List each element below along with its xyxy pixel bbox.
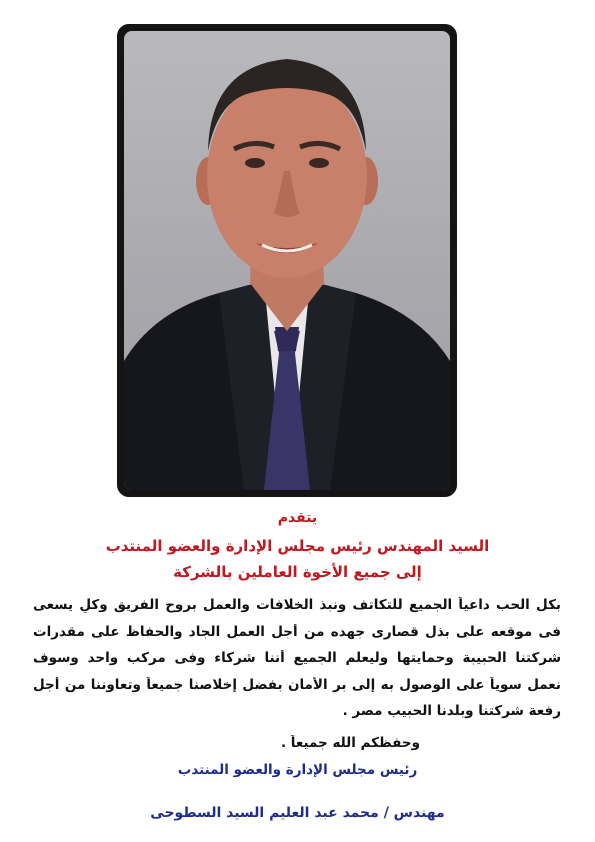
signature-title: رئيس مجلس الإدارة والعضو المنتدب <box>177 762 418 778</box>
portrait-frame <box>117 24 457 497</box>
body-line-3: شركتنا الحبيبة وحمايتها وليعلم الجميع أننا شركاء وفى مركب واحد وسوف <box>33 650 561 666</box>
closing-line: وحفظكم الله جميعاً . <box>280 735 420 751</box>
body-line-4: نعمل سوياً على الوصول به إلى بر الأمان بفضل إخلاصنا جميعاً وتعاوننا من أجل <box>33 677 561 693</box>
heading-line-1: يتقدم <box>277 510 318 526</box>
body-line-5: رفعة شركتنا وبلدنا الحبيب مصر . <box>342 703 561 719</box>
portrait-photo <box>124 31 450 490</box>
portrait-illustration <box>124 31 450 490</box>
body-line-2: فى موقعه على بذل قصارى جهده من أجل العمل الجاد والحفاظ على مقدرات <box>33 624 561 640</box>
signature-name: مهندس / محمد عبد العليم السيد السطوحى <box>150 805 445 821</box>
body-line-1: بكل الحب داعياً الجميع للتكاتف ونبذ الخلافات والعمل بروح الفريق وكلٍ يسعى <box>33 597 561 613</box>
heading-line-2: السيد المهندس رئيس مجلس الإدارة والعضو المنتدب <box>105 537 490 555</box>
heading-line-3: إلى جميع الأخوة العاملين بالشركة <box>173 563 422 581</box>
